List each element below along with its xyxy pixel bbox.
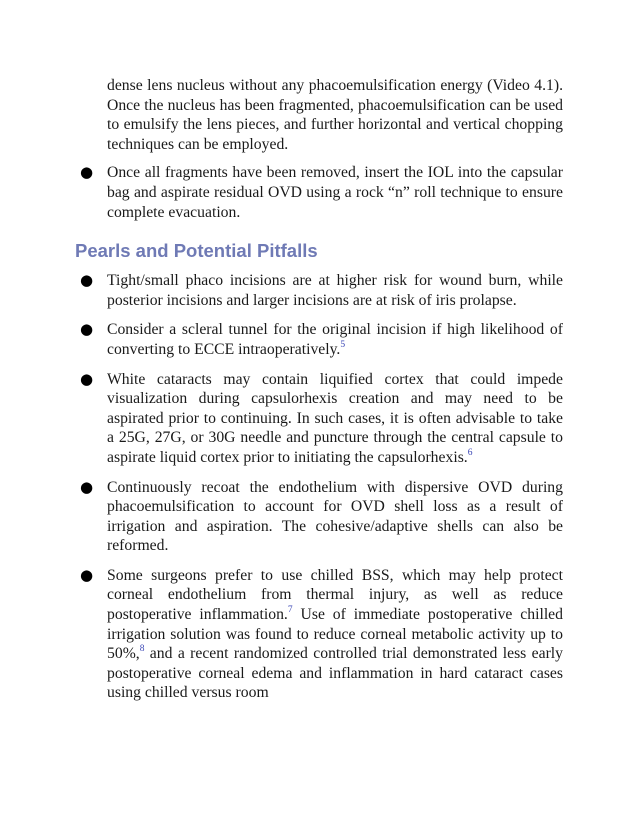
bullet-icon: ● [80, 163, 94, 182]
bullet-icon: ● [80, 271, 94, 290]
procedure-steps-list [80, 163, 563, 222]
reference-link[interactable]: 6 [467, 447, 473, 458]
reference-link[interactable]: 8 [139, 644, 145, 655]
reference-link[interactable]: 7 [287, 604, 293, 615]
list-item-text: Continuously recoat the endothelium with dispersive OVD during phacoemulsification to account for OVD shell loss as a result of irrigation and aspiration. The cohesive/adaptive shells can also be reformed. [107, 478, 563, 555]
list-item-text: Use of immediate postoperative chilled irrigation solution was found to reduce corneal metabolic activity up to 50%, [107, 606, 563, 663]
list-item-text: White cataracts may contain liquified cortex that could impede visualization during capsulorhexis creation and may need to be aspirated prior to continuing. In such cases, it is often advisable to take a 25G, 27G, or 30G needle and puncture through the central capsule to aspirate liquid cortex prior to initiating the capsulorhexis. [107, 370, 563, 466]
bullet-icon: ● [80, 565, 94, 584]
pearls-list [80, 271, 563, 703]
list-item-text: Tight/small phaco incisions are at higher risk for wound burn, while posterior incisions and larger incisions are at risk of iris prolapse. [107, 272, 563, 309]
reference-link[interactable]: 5 [340, 339, 346, 350]
list-item-text: and a recent randomized controlled trial demonstrated less early postoperative corneal edema and inflammation in hard cataract cases using chilled versus room [107, 645, 563, 702]
continuation-paragraph: dense lens nucleus without any phacoemulsification energy (Video 4.1). Once the nucleus has been fragmented, phacoemulsification can be used to emulsify the lens pieces, and further horizontal and vertical chopping techniques can be employed. [107, 77, 563, 153]
list-item [80, 477, 563, 556]
bullet-icon: ● [80, 369, 94, 388]
list-item-text: Some surgeons prefer to use chilled BSS, which may help protect corneal endothelium from thermal injury, as well as reduce postoperative inflammation. [107, 566, 563, 624]
list-item-text: Consider a scleral tunnel for the original incision if high likelihood of converting to ECCE intraoperatively. [107, 321, 563, 358]
list-item-text: Once all fragments have been removed, insert the IOL into the capsular bag and aspirate residual OVD using a rock “n” roll technique to ensure complete evacuation. [107, 164, 563, 221]
bullet-icon: ● [80, 477, 94, 496]
list-item [80, 163, 563, 222]
page-body [75, 76, 563, 703]
section-heading: Pearls and Potential Pitfalls [75, 240, 318, 262]
list-item [80, 565, 563, 703]
list-item [80, 271, 563, 310]
list-item [80, 320, 563, 359]
list-item [80, 369, 563, 468]
bullet-icon: ● [80, 320, 94, 339]
